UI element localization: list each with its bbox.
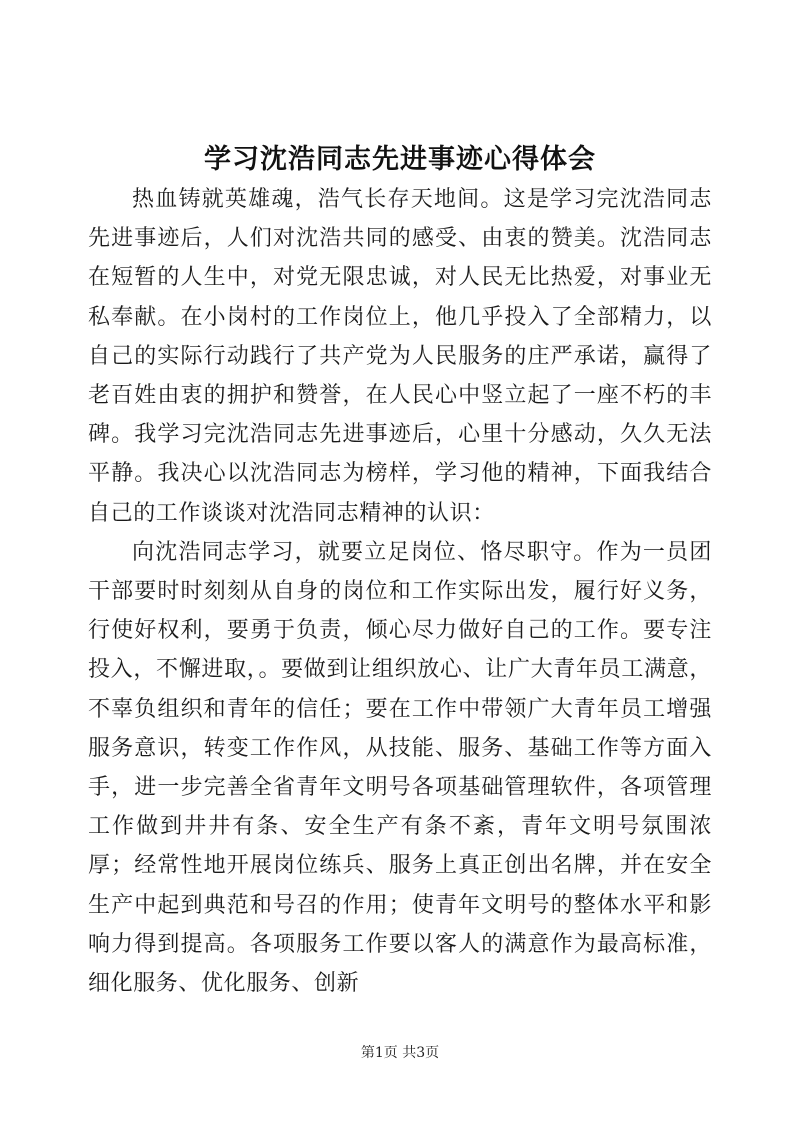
paragraph-2: 向沈浩同志学习，就要立足岗位、恪尽职守。作为一员团干部要时时刻刻从自身的岗位和工作实际出发，履行好义务，行使好权利，要勇于负责，倾心尽力做好自己的工作。要专注投入，不懈进取，。要做到让组织放心、让广大青年员工满意，不辜负组织和青年的信任；要在工作中带领广大青年员工增强服务意识，转变工作作风，从技能、服务、基础工作等方面入手，进一步完善全省青年文明号各项基础管理软件，各项管理工作做到井井有条、安全生产有条不紊，青年文明号氛围浓厚；经常性地开展岗位练兵、服务上真正创出名牌，并在安全生产中起到典范和号召的作用；使青年文明号的整体水平和影响力得到提高。各项服务工作要以客人的满意作为最高标准，细化服务、优化服务、创新 bbox=[88, 539, 712, 997]
page-footer: 第1页 共3页 bbox=[360, 1045, 440, 1061]
paragraph-1: 热血铸就英雄魂，浩气长存天地间。这是学习完沈浩同志先进事迹后，人们对沈浩共同的感受、由衷的赞美。沈浩同志在短暂的人生中，对党无限忠诚，对人民无比热爱，对事业无私奉献。在小岗村的工作岗位上，他几乎投入了全部精力，以自己的实际行动践行了共产党为人民服务的庄严承诺，赢得了老百姓由衷的拥护和赞誉，在人民心中竖立起了一座不朽的丰碑。我学习完沈浩同志先进事迹后，心里十分感动，久久无法平静。我决心以沈浩同志为榜样，学习他的精神，下面我结合自己的工作谈谈对沈浩同志精神的认识： bbox=[88, 187, 712, 526]
document-body bbox=[88, 180, 712, 1003]
document-title: 学习沈浩同志先进事迹心得体会 bbox=[204, 144, 596, 175]
